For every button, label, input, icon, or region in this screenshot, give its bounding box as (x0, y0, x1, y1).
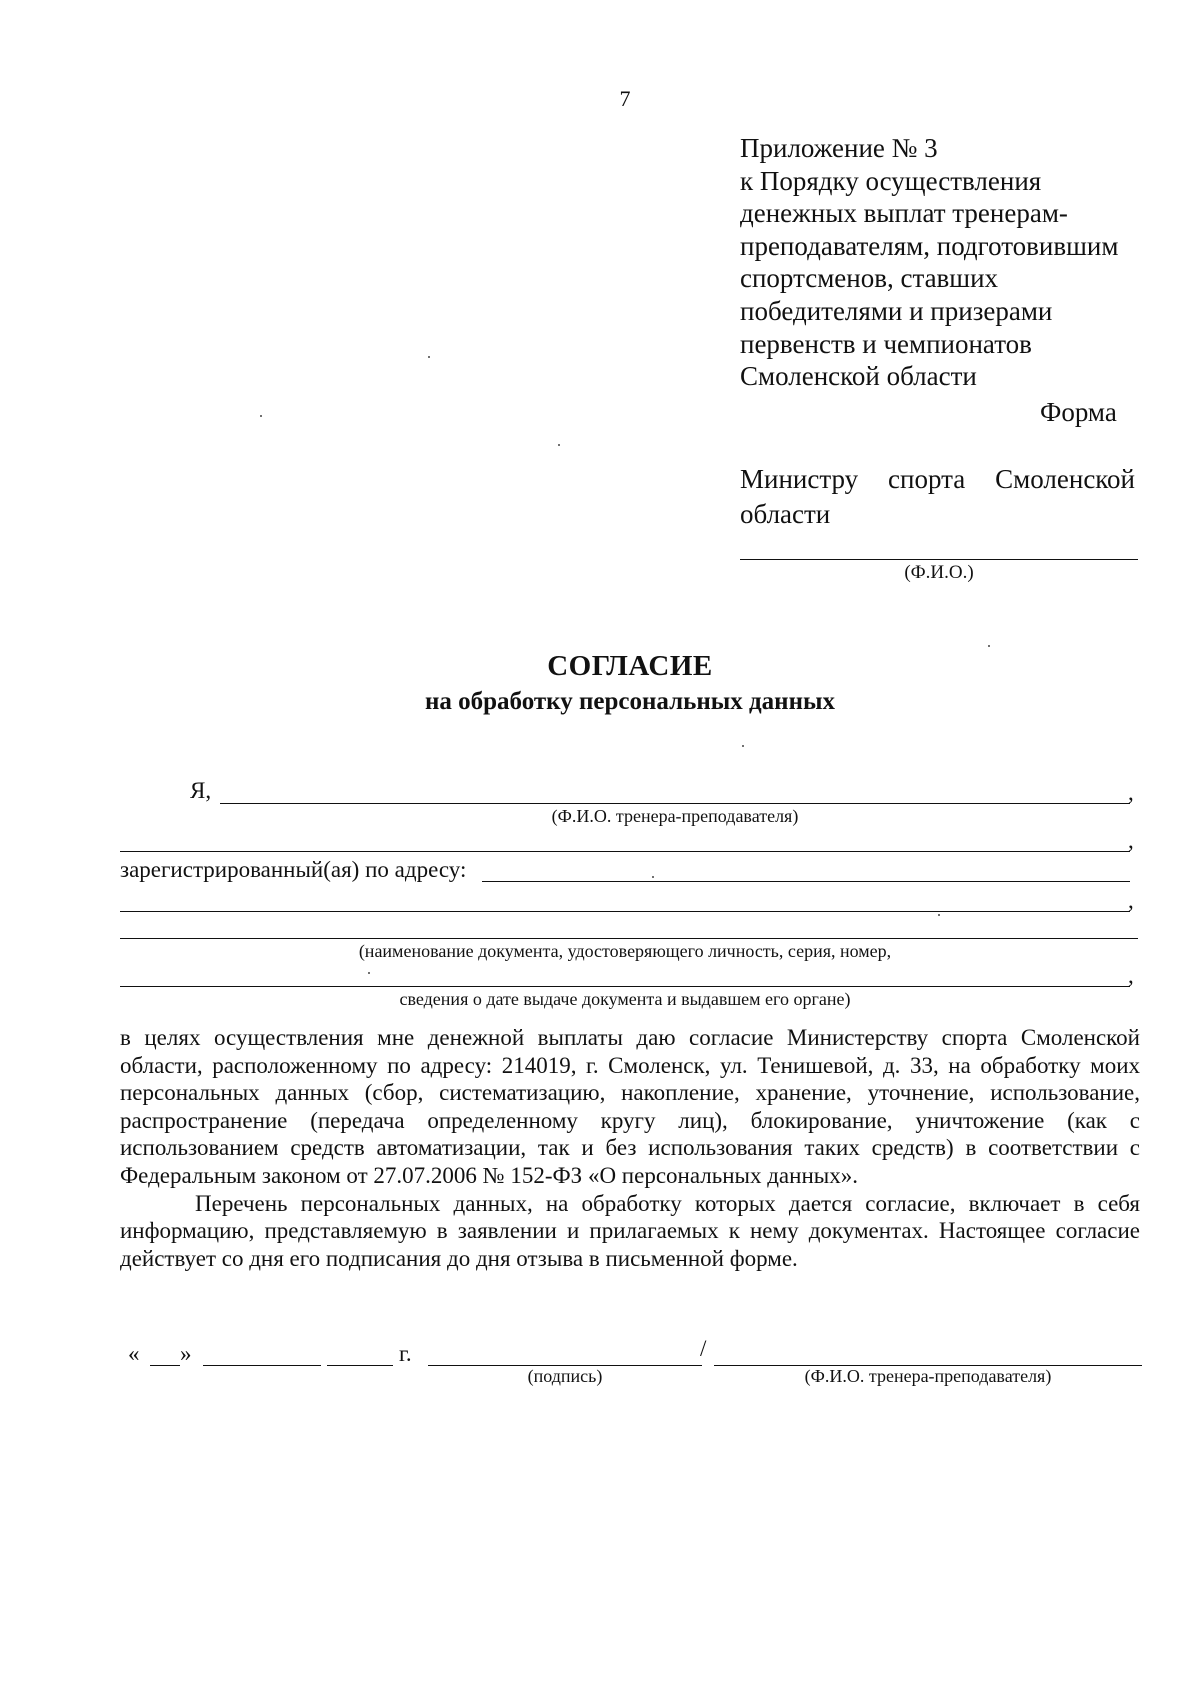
document-title: СОГЛАСИЕ (547, 650, 713, 682)
consent-paragraph: в целях осуществления мне денежной выплаты даю согласие Министерству спорта Смоленской области, расположенному по адресу: 214019, г. Смоленск, ул. Тенишевой, д. 33, на обработку моих персональных данных (сбор, систематизацию, накопление, хранение, уточнение, использование, распространение (передача определенному кругу лиц), блокирование, уничтожение (как с использованием средств автоматизации, так и без использования таких средств) в соответствии с Федеральным законом от 27.07.2006 № 152-ФЗ «О персональных данных». (120, 1025, 1140, 1188)
addressee-word: Смоленской (995, 464, 1135, 494)
addressee-block (740, 462, 1135, 532)
scan-speck (368, 972, 370, 974)
close-quote: » (180, 1341, 192, 1366)
registered-address-continuation-field[interactable] (120, 911, 1130, 912)
month-field[interactable] (203, 1365, 321, 1366)
slash-separator: / (700, 1336, 707, 1361)
scan-speck (742, 745, 744, 747)
appendix-line: спортсменов, ставших (740, 263, 999, 294)
registered-address-field[interactable] (482, 881, 1130, 882)
document-subtitle: на обработку персональных данных (425, 688, 835, 715)
appendix-block (740, 132, 1160, 393)
trainer-fio-caption: (Ф.И.О. тренера-преподавателя) (551, 806, 799, 826)
year-suffix: г. (399, 1341, 412, 1366)
form-label: Форма (1040, 397, 1117, 427)
page-number: 7 (619, 86, 631, 111)
day-field[interactable] (150, 1365, 180, 1366)
trainer-fio-continuation-field[interactable] (120, 851, 1130, 852)
appendix-line: первенств и чемпионатов (740, 328, 1032, 359)
addressee-fio-field[interactable] (740, 559, 1138, 560)
open-quote: « (128, 1341, 140, 1366)
consent-body (120, 1024, 1140, 1272)
consent-paragraph: Перечень персональных данных, на обработку которых дается согласие, включает в себя информацию, представляемую в заявлении и прилагаемых к нему документах. Настоящее согласие действует со дня его подписания до дня отзыва в письменной форме. (120, 1190, 1140, 1271)
comma: , (1128, 780, 1134, 805)
addressee-fio-caption: (Ф.И.О.) (904, 562, 974, 583)
appendix-line: денежных выплат тренерам- (740, 198, 1068, 229)
appendix-line: преподавателям, подготовившим (740, 230, 1119, 261)
appendix-line: Смоленской области (740, 361, 977, 392)
addressee-word: спорта (888, 464, 966, 494)
scan-speck (938, 914, 940, 916)
appendix-line: к Порядку осуществления (740, 165, 1042, 196)
scan-speck (558, 444, 560, 446)
signature-caption: (подпись) (527, 1366, 603, 1386)
comma: , (1128, 963, 1134, 988)
appendix-line: Приложение № 3 (740, 133, 938, 163)
identity-document-caption: (наименование документа, удостоверяющего личность, серия, номер, (358, 941, 892, 961)
scan-speck (988, 645, 990, 647)
addressee-word: Министру (740, 464, 859, 494)
comma: , (1128, 888, 1134, 913)
document-issue-caption: сведения о дате выдаче документа и выдавшем его органе) (399, 989, 851, 1009)
year-field[interactable] (327, 1365, 393, 1366)
scan-speck (652, 876, 654, 878)
addressee-line-2: области (740, 499, 831, 529)
appendix-line: победителями и призерами (740, 295, 1053, 326)
addressee-line-1 (740, 462, 1135, 497)
identity-document-field[interactable] (120, 938, 1138, 939)
signature-fio-caption: (Ф.И.О. тренера-преподавателя) (804, 1366, 1052, 1386)
comma: , (1128, 828, 1134, 853)
document-issue-field[interactable] (120, 986, 1130, 987)
scan-speck (260, 415, 262, 417)
ya-label: Я, (190, 778, 212, 803)
scan-speck (428, 356, 430, 358)
registered-address-label: зарегистрированный(ая) по адресу: (120, 857, 467, 882)
trainer-fio-field[interactable] (220, 803, 1130, 804)
